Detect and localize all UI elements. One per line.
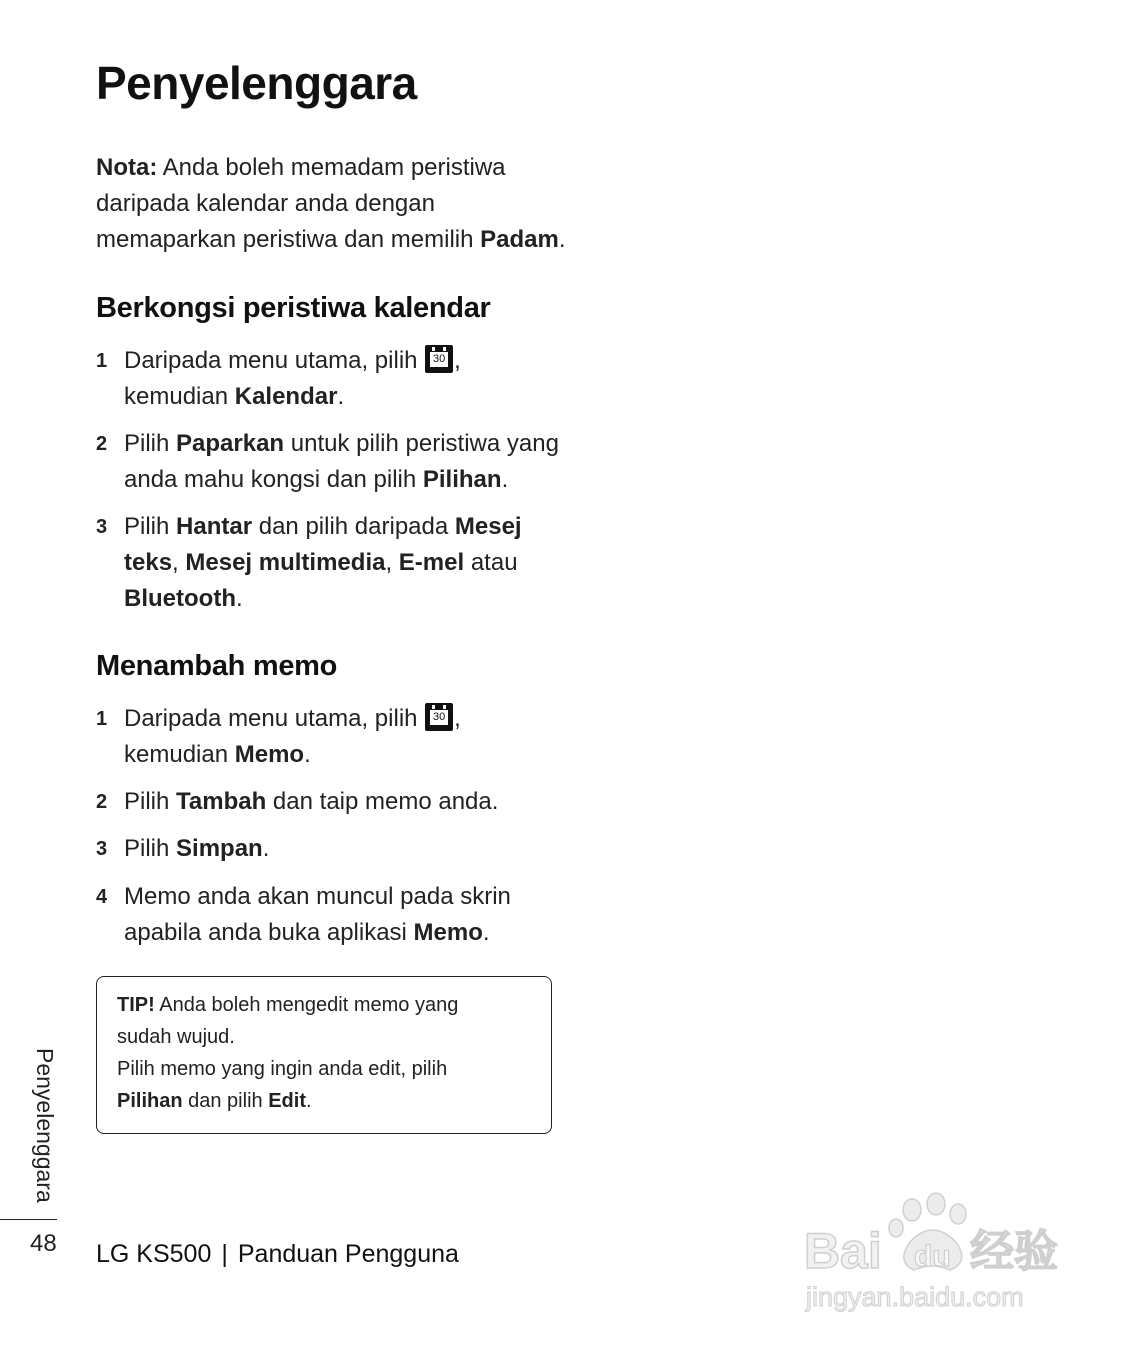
step-text-part: , (385, 549, 399, 576)
side-tab (28, 1048, 58, 1203)
step-bold: E-mel (398, 549, 465, 576)
note-end: . (558, 226, 566, 253)
step-text-part: . (501, 466, 509, 493)
step-text-part: Memo anda akan muncul pada skrin apabila anda buka aplikasi (124, 883, 511, 946)
step-text-part: Pilih (124, 788, 177, 815)
step-bold: Bluetooth (124, 585, 236, 612)
page-title: Penyelenggara (96, 57, 417, 109)
step-number: 3 (96, 516, 108, 538)
step-text-part: . (262, 835, 270, 862)
step-text-part: , kemudian (124, 705, 461, 768)
calendar-icon (425, 703, 453, 731)
calendar-icon-day: 30 (429, 709, 449, 726)
step-text-part: Pilih (124, 430, 177, 457)
step-text-part: , kemudian (124, 347, 461, 410)
footer (96, 1240, 459, 1269)
baidu-watermark (800, 1190, 1070, 1320)
section-heading-memo: Menambah memo (96, 650, 338, 682)
tip-end: . (305, 1090, 312, 1112)
step-text-part: dan taip memo anda. (266, 788, 499, 815)
step-text-part: Pilih (124, 835, 177, 862)
step-number: 2 (96, 791, 108, 813)
note-label: Nota: (96, 154, 158, 181)
step-bold: Memo (413, 919, 483, 946)
step-text (124, 701, 566, 773)
side-tab-label: Penyelenggara (32, 1048, 58, 1203)
tip-box (96, 976, 552, 1134)
step-text-part: . (482, 919, 490, 946)
step-text (124, 343, 566, 415)
footer-guide: Panduan Pengguna (237, 1240, 459, 1268)
tip-text: dan pilih (182, 1090, 269, 1112)
note-bold-padam: Padam (480, 226, 559, 253)
step-bold: Simpan (176, 835, 263, 862)
step-bold: Hantar (176, 513, 253, 540)
step-number: 3 (96, 838, 108, 860)
step-text (124, 509, 546, 617)
side-rule (0, 1219, 57, 1220)
step-text-part: . (235, 585, 243, 612)
step-bold: Mesej teks (124, 513, 522, 576)
calendar-icon-day: 30 (429, 351, 449, 368)
step-bold: Mesej multimedia (185, 549, 386, 576)
watermark-cn: 经验 (970, 1226, 1058, 1277)
tip-text: Pilih memo yang ingin anda edit, pilih (117, 1058, 448, 1080)
watermark-brand-left: Bai (804, 1223, 882, 1279)
step-text-part: dan pilih daripada (252, 513, 455, 540)
share-step-1 (96, 343, 566, 415)
memo-step-3 (96, 831, 566, 867)
memo-step-2 (96, 784, 566, 820)
step-number: 1 (96, 350, 108, 372)
step-text-part: . (304, 741, 311, 768)
step-number: 2 (96, 433, 108, 455)
tip-text: Anda boleh mengedit memo yang sudah wujud. (117, 994, 459, 1048)
footer-model: LG KS500 (96, 1240, 212, 1268)
step-text-part: Daripada menu utama, pilih (124, 705, 425, 732)
memo-step-4 (96, 879, 516, 951)
share-step-2 (96, 426, 566, 498)
step-number: 1 (96, 708, 108, 730)
page-number: 48 (30, 1230, 57, 1257)
calendar-icon (425, 345, 453, 373)
step-text (124, 831, 566, 867)
tip-line-1 (117, 989, 507, 1053)
step-text (124, 426, 566, 498)
step-bold: Pilihan (422, 466, 502, 493)
tip-label: TIP! (117, 994, 155, 1016)
note-paragraph (96, 150, 566, 258)
memo-step-1 (96, 701, 566, 773)
footer-separator: | (221, 1240, 228, 1268)
step-bold: Tambah (176, 788, 267, 815)
step-number: 4 (96, 886, 108, 908)
share-step-3 (96, 509, 546, 617)
step-text-part: Daripada menu utama, pilih (124, 347, 425, 374)
step-text-part: Pilih (124, 513, 177, 540)
step-text-part: untuk pilih peristiwa yang anda mahu kongsi dan pilih (124, 430, 559, 493)
section-heading-share: Berkongsi peristiwa kalendar (96, 292, 491, 324)
step-bold: Memo (234, 741, 305, 768)
tip-bold-pilihan: Pilihan (117, 1090, 183, 1112)
note-text: Anda boleh memadam peristiwa daripada kalendar anda dengan memaparkan peristiwa dan memilih (96, 154, 506, 253)
tip-bold-edit: Edit (268, 1090, 306, 1112)
step-text (124, 784, 566, 820)
tip-line-2 (117, 1053, 517, 1117)
step-text-part: . (337, 383, 345, 410)
watermark-brand-right: du (914, 1240, 951, 1273)
step-text (124, 879, 516, 951)
watermark-url: jingyan.baidu.com (806, 1282, 1024, 1312)
step-bold: Kalendar (234, 383, 338, 410)
step-text-part: atau (464, 549, 518, 576)
step-bold: Paparkan (176, 430, 285, 457)
step-text-part: , (172, 549, 186, 576)
